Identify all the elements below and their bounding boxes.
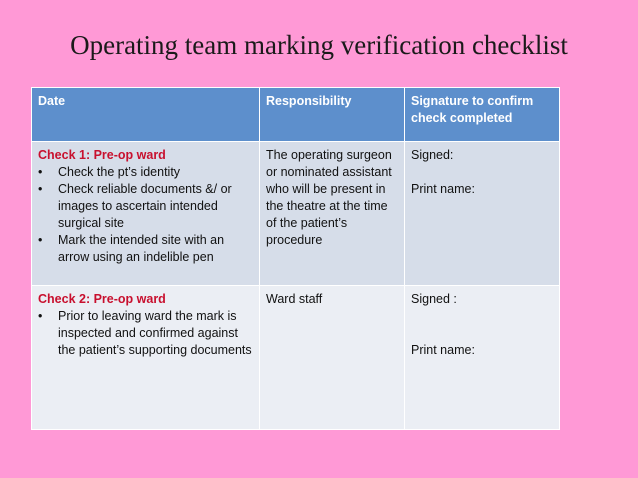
check-1-heading: Check 1: Pre-op ward bbox=[38, 148, 166, 162]
list-item bbox=[38, 181, 253, 232]
step-text: Prior to leaving ward the mark is inspected and confirmed against the patient’s supporting documents bbox=[58, 309, 252, 357]
signed-label: Signed: bbox=[411, 148, 454, 162]
check-2-cell bbox=[32, 286, 260, 430]
print-name-label: Print name: bbox=[411, 343, 475, 357]
signed-label: Signed : bbox=[411, 292, 457, 306]
check-1-responsibility bbox=[260, 142, 405, 286]
table-row bbox=[32, 286, 560, 430]
header-date: Date bbox=[32, 88, 260, 142]
signature-blank bbox=[411, 308, 553, 342]
step-text: Mark the intended site with an arrow using an indelible pen bbox=[58, 233, 225, 264]
bullet-icon: • bbox=[38, 165, 43, 179]
check-2-signature bbox=[405, 286, 560, 430]
check-2-heading: Check 2: Pre-op ward bbox=[38, 292, 166, 306]
header-responsibility: Responsibility bbox=[260, 88, 405, 142]
check-1-signature bbox=[405, 142, 560, 286]
step-text: Check reliable documents &/ or images to ascertain intended surgical site bbox=[58, 182, 232, 230]
step-text: Check the pt’s identity bbox=[58, 165, 181, 179]
check-1-cell bbox=[32, 142, 260, 286]
table-row bbox=[32, 142, 560, 286]
signature-blank bbox=[411, 164, 553, 181]
check-2-responsibility bbox=[260, 286, 405, 430]
bullet-icon: • bbox=[38, 309, 43, 323]
print-name-label: Print name: bbox=[411, 182, 475, 196]
responsibility-text: Ward staff bbox=[266, 292, 323, 306]
list-item bbox=[38, 164, 253, 181]
table-header-row bbox=[32, 88, 560, 142]
bullet-icon: • bbox=[38, 233, 43, 247]
responsibility-text: The operating surgeon or nominated assistant who will be present in the theatre at the time of the patient’s procedure bbox=[266, 148, 392, 247]
verification-checklist-table bbox=[31, 87, 560, 430]
check-1-steps bbox=[38, 164, 253, 266]
page-title: Operating team marking verification checklist bbox=[70, 30, 568, 60]
list-item bbox=[38, 308, 253, 359]
bullet-icon: • bbox=[38, 182, 43, 196]
header-signature: Signature to confirm check completed bbox=[405, 88, 560, 142]
check-2-steps bbox=[38, 308, 253, 359]
list-item bbox=[38, 232, 253, 266]
